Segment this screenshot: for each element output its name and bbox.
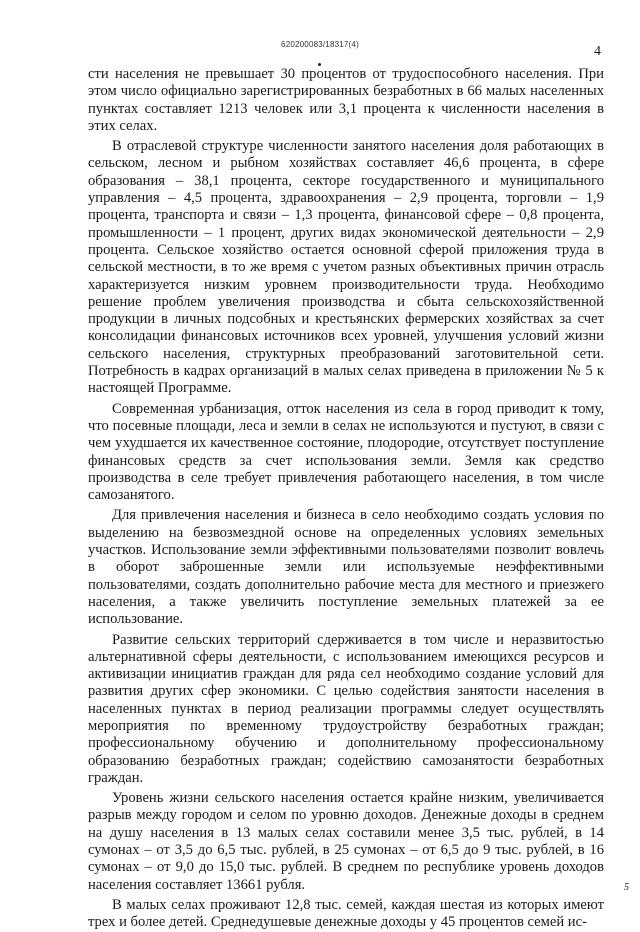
document-body	[88, 66, 604, 932]
paragraph-continuation: сти населения не превышает 30 процентов от трудоспособного населения. При этом число официально зарегистрированных безработных в 66 малых населенных пунктах составляет 1213 человек или 3,1 процента к численности населения в этих селах.	[88, 66, 604, 134]
paragraph-urbanization: Современная урбанизация, отток населения из села в город приводит к тому, что посевные площади, леса и земли в селах не используются и пустуют, в связи с чем ухудшается их качественное состояние, плодородие, отсутствует поступление финансовых средств за счет использования земли. Земля как средство производства в селе требует привлечения работающего населения, в том числе самозанятого.	[88, 400, 604, 504]
paragraph-land-use: Для привлечения населения и бизнеса в село необходимо создать условия по выделению на безвозмездной основе на определенных условиях земельных участков. Использование земли эффективными пользователями позволит вовлечь в оборот заброшенные земли или используемые неэффективными пользователями, создать дополнительно рабочие места для местного и приезжего населения, а также увеличить поступление земельных платежей за ее использование.	[88, 507, 604, 628]
paragraph-rural-development: Развитие сельских территорий сдерживается в том числе и неразвитостью альтернативной сферы деятельности, с использованием имеющихся ресурсов и активизации инициатив граждан для ряда сел необходимо создание условий для развития других сфер экономики. С целью содействия занятости населения в населенных пунктах в период реализации программы следует осуществлять мероприятия по временному трудоустройству безработных граждан; профессиональному обучению и дополнительному профессиональному образованию безработных граждан; содействию самозанятости безработных граждан.	[88, 631, 604, 786]
paragraph-families: В малых селах проживают 12,8 тыс. семей, каждая шестая из которых имеют трех и более детей. Среднедушевые денежные доходы у 45 процентов семей ис-	[88, 896, 604, 931]
paragraph-sector-structure: В отраслевой структуре численности занятого населения доля работающих в сельском, лесном и рыбном хозяйствах составляет 46,6 процента, в сфере образования – 38,1 процента, секторе государственного и муниципального управления – 4,5 процента, здравоохранения – 2,9 процента, торговли – 1,9 процента, транспорта и связи – 1,3 процента, финансовой сфере – 0,8 процента, промышленности – 1 процент, других видах экономической деятельности – 2,9 процента. Сельское хозяйство остается основной сферой приложения труда в сельской местности, в то же время с учетом разных объективных причин отрасль характеризуется низким уровнем производительности труда. Необходимо решение проблем увеличения производства и сбыта сельскохозяйственной продукции в личных подсобных и крестьянских фермерских хозяйствах за счет консолидации финансовых источников всех уровней, улучшения условий жизни сельского населения, структурных преобразований заготовительной сети. Потребность в кадрах организаций в малых селах приведена в приложении № 5 к настоящей Программе.	[88, 138, 604, 397]
corner-mark: 5	[624, 882, 629, 893]
page-number: 4	[594, 44, 601, 59]
document-id: 620200083/18317(4)	[281, 40, 359, 49]
paragraph-living-standards: Уровень жизни сельского населения остается крайне низким, увеличивается разрыв между городом и селом по уровню доходов. Денежные доходы в среднем на душу населения в 13 малых селах составили менее 3,5 тыс. рублей, в 14 сумонах – от 3,5 до 6,5 тыс. рублей, в 25 сумонах – от 6,5 до 9 тыс. рублей, в 16 сумонах – от 9,0 до 15,0 тыс. рублей. В среднем по республике уровень доходов населения составляет 13661 рубля.	[88, 790, 604, 893]
